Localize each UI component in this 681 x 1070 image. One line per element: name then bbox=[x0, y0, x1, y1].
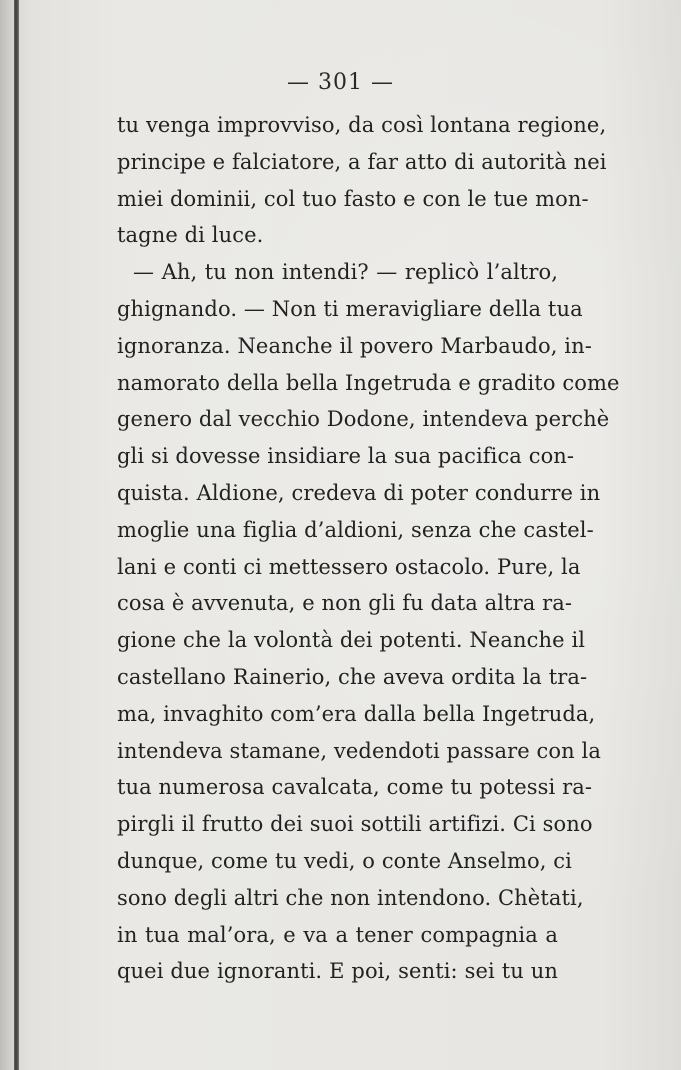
text-line: pirgli il frutto dei suoi sottili artifizi. Ci sono bbox=[117, 812, 593, 837]
text-line: genero dal vecchio Dodone, intendeva perchè bbox=[117, 407, 610, 432]
text-line: castellano Rainerio, che aveva ordita la tra- bbox=[117, 664, 588, 689]
text-line: tu venga improvviso, da così lontana regione, bbox=[117, 113, 607, 137]
text-line: intendeva stamane, vedendoti passare con la bbox=[117, 738, 601, 763]
page-number: — 301 — bbox=[287, 70, 394, 95]
text-line: tagne di luce. bbox=[117, 223, 264, 248]
text-line: in tua mal’ora, e va a tener compagnia a bbox=[117, 922, 558, 947]
text-line: ghignando. — Non ti meravigliare della tua bbox=[117, 296, 583, 321]
text-line: miei dominii, col tuo fasto e con le tue mon- bbox=[117, 186, 589, 211]
text-line: dunque, come tu vedi, o conte Anselmo, ci bbox=[117, 848, 572, 873]
text-line: gli si dovesse insidiare la sua pacifica con- bbox=[117, 444, 575, 469]
text-line: sono degli altri che non intendono. Chètati, bbox=[117, 885, 584, 910]
text-line: lani e conti ci mettessero ostacolo. Pure, la bbox=[117, 554, 581, 579]
text-line: principe e falciatore, a far atto di autorità nei bbox=[117, 149, 607, 174]
text-line: ignoranza. Neanche il povero Marbaudo, in- bbox=[117, 333, 592, 358]
text-line: quei due ignoranti. E poi, senti: sei tu un bbox=[117, 959, 558, 984]
text-line: cosa è avvenuta, e non gli fu data altra ra- bbox=[117, 591, 573, 616]
body-text bbox=[117, 107, 620, 990]
text-line: tua numerosa cavalcata, come tu potessi ra- bbox=[117, 775, 593, 800]
page-edge-shadow bbox=[0, 0, 14, 1070]
text-line: namorato della bella Ingetruda e gradito come bbox=[117, 370, 620, 395]
binding-spine bbox=[14, 0, 19, 1070]
text-line: moglie una figlia d’aldioni, senza che castel- bbox=[117, 517, 594, 542]
text-line: quista. Aldione, credeva di poter condurre in bbox=[117, 480, 601, 505]
text-line: — Ah, tu non intendi? — replicò l’altro, bbox=[133, 260, 558, 285]
text-line: gione che la volontà dei potenti. Neanche il bbox=[117, 628, 586, 653]
text-line: ma, invaghito com’era dalla bella Ingetruda, bbox=[117, 701, 596, 726]
